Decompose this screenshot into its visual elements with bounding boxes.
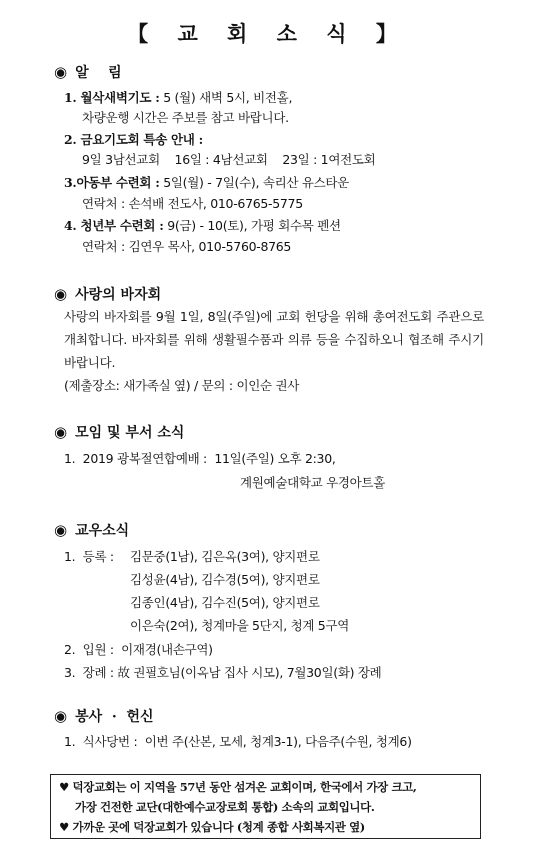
- announcement-text: 5일(월) - 7일(수), 속리산 유스타운: [159, 175, 349, 190]
- announcement-text: 5 (월) 새벽 5시, 비전홀,: [159, 90, 293, 105]
- section-heading-text: 봉사 · 헌신: [75, 709, 154, 725]
- meeting-line-1: 1. 2019 광복절연합예배 : 11일(주일) 오후 2:30,: [64, 451, 336, 466]
- registration-entry: 이은숙(2여), 청계마을 5단지, 청계 5구역: [130, 618, 350, 633]
- footer-text: 가까운 곳에 덕장교회가 있습니다 (청계 종합 사회복지관 옆): [72, 820, 365, 834]
- announcement-label: 3.아동부 수련회 :: [64, 175, 160, 190]
- registration-entry: 김성윤(4남), 김수경(5여), 양지편로: [130, 572, 320, 587]
- service-line: 1. 식사당번 : 이번 주(산본, 모세, 청계3-1), 다음주(수원, 청계6): [64, 734, 412, 749]
- footer-line-3: [59, 819, 365, 835]
- section-service-heading: [54, 706, 154, 726]
- circle-bullet-icon: ◉: [54, 423, 68, 441]
- announcement-item-3: [64, 173, 349, 191]
- section-meetings-heading: [54, 422, 184, 442]
- registration-entry: 김종인(4남), 김수진(5여), 양지편로: [130, 595, 320, 610]
- announcement-item-1: [64, 88, 292, 106]
- circle-bullet-icon: ◉: [54, 63, 68, 81]
- circle-bullet-icon: ◉: [54, 285, 68, 303]
- heart-icon: ♥: [59, 820, 69, 834]
- funeral-line: 3. 장례 : 故 권필호님(이옥남 집사 시모), 7월30일(화) 장례: [64, 665, 382, 680]
- registration-label: 1. 등록 :: [64, 549, 114, 564]
- footer-line-2: 가장 건전한 교단(대한예수교장로회 통합) 소속의 교회입니다.: [75, 800, 375, 814]
- meeting-line-2: 계원예술대학교 우경아트홀: [240, 475, 385, 490]
- bazaar-contact: (제출장소: 새가족실 옆) / 문의 : 이인순 권사: [64, 378, 300, 393]
- footer-text: 덕장교회는 이 지역을 57년 동안 섬겨온 교회이며, 한국에서 가장 크고,: [72, 780, 417, 794]
- bazaar-body: 사랑의 바자회를 9월 1일, 8일(주일)에 교회 헌당을 위해 총여전도회 주관으로 개최합니다. 바자회를 위해 생활필수품과 의류 등을 수집하오니 협조해 주시기 바랍니다.: [64, 309, 484, 370]
- announcement-item-4: [64, 216, 341, 234]
- hospital-line: 2. 입원 : 이재경(내손구역): [64, 642, 213, 657]
- circle-bullet-icon: ◉: [54, 521, 68, 539]
- section-heading-text: 교우소식: [75, 523, 130, 539]
- announcement-item-1-cont: 차량운행 시간은 주보를 참고 바랍니다.: [82, 110, 289, 125]
- announcement-item-4-cont: 연락처 : 김연우 목사, 010-5760-8765: [82, 239, 292, 254]
- page-title: 【 교 회 소 식 】: [127, 21, 408, 46]
- announcement-item-3-cont: 연락처 : 손석배 전도사, 010-6765-5775: [82, 196, 303, 211]
- announcement-label: 4. 청년부 수련회 :: [64, 218, 164, 233]
- section-heading-text: 사랑의 바자회: [75, 287, 162, 303]
- announcement-item-2-cont: 9일 3남선교회 16일 : 4남선교회 23일 : 1여전도회: [82, 152, 376, 167]
- section-heading-text: 알 림: [75, 65, 122, 81]
- footer-info-box: [50, 774, 481, 839]
- section-announcements-heading: [54, 62, 122, 82]
- section-heading-text: 모임 및 부서 소식: [75, 425, 185, 441]
- circle-bullet-icon: ◉: [54, 707, 68, 725]
- footer-line-1: [59, 779, 417, 795]
- heart-icon: ♥: [59, 780, 69, 794]
- section-bazaar-heading: [54, 284, 161, 304]
- announcement-label: 1. 월삭새벽기도 :: [64, 90, 160, 105]
- announcement-item-2: [64, 130, 203, 148]
- announcement-label: 2. 금요기도회 특송 안내 :: [64, 132, 203, 147]
- announcement-text: 9(금) - 10(토), 가평 회수목 펜션: [163, 218, 341, 233]
- registration-entry: 김문중(1남), 김은옥(3여), 양지편로: [130, 549, 320, 564]
- section-members-heading: [54, 520, 129, 540]
